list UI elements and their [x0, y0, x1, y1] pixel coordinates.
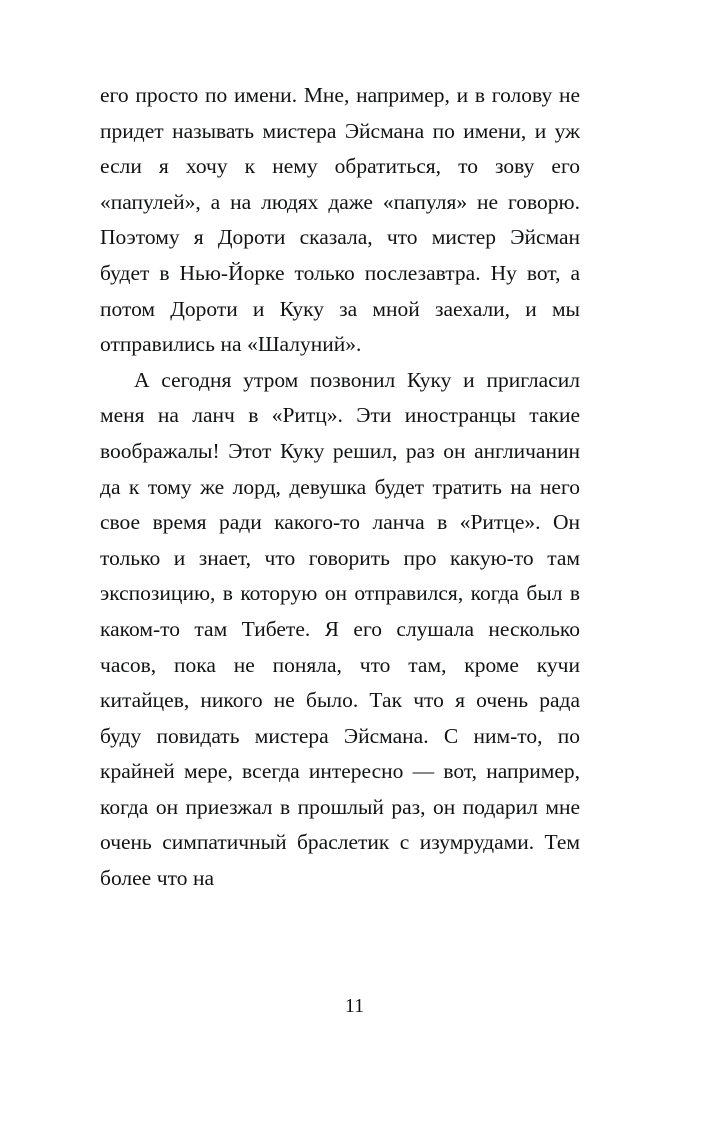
- paragraph: А сегодня утром позвонил Куку и пригласил меня на ланч в «Ритц». Эти иностранцы такие воображалы! Этот Куку решил, раз он англичанин да к тому же лорд, девушка будет тратить на него свое время ради какого-то ланча в «Ритце». Он только и знает, что говорить про какую-то там экспозицию, в которую он отправился, когда был в каком-то там Тибете. Я его слушала несколько часов, пока не поняла, что там, кроме кучи китайцев, никого не было. Так что я очень рада буду повидать мистера Эйсмана. С ним-то, по крайней мере, всегда интересно — вот, например, когда он приезжал в прошлый раз, он подарил мне очень симпатичный браслетик с изумрудами. Тем более что на: [100, 367, 580, 891]
- paragraph: его просто по имени. Мне, например, и в голову не придет называть мистера Эйсмана по имени, и уж если я хочу к нему обратиться, то зову его «папулей», а на людях даже «папуля» не говорю. Поэтому я Дороти сказала, что мистер Эйсман будет в Нью-Йорке только послезавтра. Ну вот, а потом Дороти и Куку за мной заехали, и мы отправились на «Шалуний».: [100, 83, 580, 357]
- page-text-block: [100, 78, 580, 897]
- page-number: 11: [344, 995, 365, 1017]
